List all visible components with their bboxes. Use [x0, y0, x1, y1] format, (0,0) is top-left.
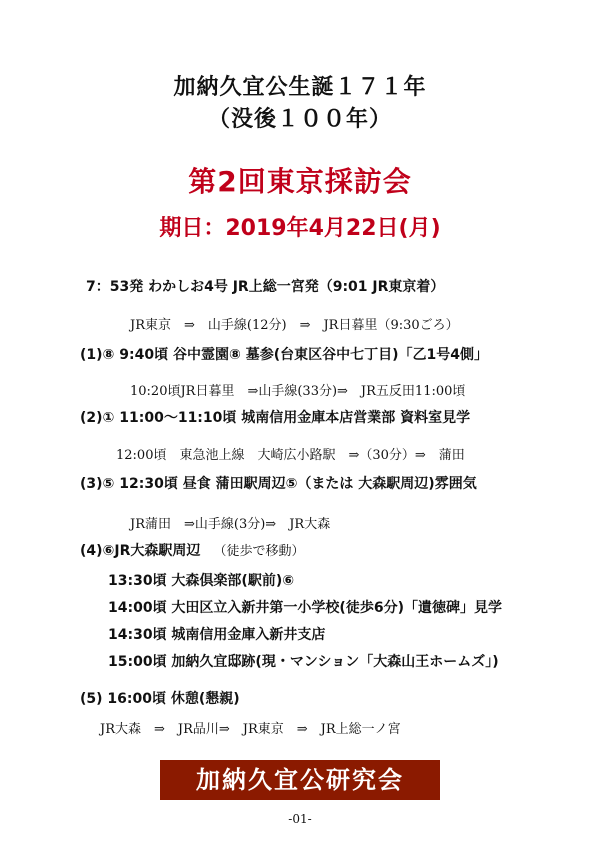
schedule-line-return: JR大森 ⇒ JR品川⇒ JR東京 ⇒ JR上総一ノ宮 — [100, 722, 401, 737]
schedule-line-transfer-2: 10:20頃JR日暮里 ⇒山手線(33分)⇒ JR五反田11:00頃 — [130, 384, 466, 399]
organization-banner: 加納久宜公研究会 — [160, 760, 440, 800]
event-date: 期日：2019年4月22日(月) — [159, 216, 441, 241]
event-anniversary-subline: （没後１００年） — [207, 107, 392, 132]
schedule-item-3: (3)⑤ 12:30頃 昼食 蒲田駅周辺⑤（または 大森駅周辺)雰囲気 — [80, 476, 477, 492]
event-title: 第2回東京採訪会 — [188, 165, 412, 198]
schedule-sub-1: 13:30頃 大森倶楽部(駅前)⑥ — [108, 573, 295, 589]
schedule-item-5: (5) 16:00頃 休憩(懇親) — [80, 691, 240, 707]
schedule-line-transfer-4: JR蒲田 ⇒山手線(3分)⇒ JR大森 — [130, 517, 331, 532]
event-anniversary-line: 加納久宜公生誕１７１年 — [173, 75, 427, 100]
schedule-item-4-title: (4)⑥JR大森駅周辺 — [80, 543, 201, 559]
schedule-item-4 — [80, 540, 305, 560]
schedule-item-4-note: （徒歩で移動） — [213, 544, 305, 559]
schedule-item-2: (2)① 11:00～11:10頃 城南信用金庫本店営業部 資料室見学 — [80, 410, 471, 426]
page-number: -01- — [288, 812, 312, 826]
schedule-line-departure: 7：53発 わかしお4号 JR上総一宮発（9:01 JR東京着） — [86, 279, 445, 295]
schedule-sub-2: 14:00頃 大田区立入新井第一小学校(徒歩6分)「遺徳碑」見学 — [108, 600, 502, 616]
schedule-sub-4: 15:00頃 加納久宜邸跡(現・マンション「大森山王ホームズ」) — [108, 654, 499, 670]
schedule-item-1: (1)⑧ 9:40頃 谷中霊園⑧ 墓参(台東区谷中七丁目)「乙1号4側」 — [80, 347, 488, 363]
schedule-line-transfer-1: JR東京 ⇒ 山手線(12分) ⇒ JR日暮里（9:30ごろ） — [130, 318, 459, 333]
schedule-sub-3: 14:30頃 城南信用金庫入新井支店 — [108, 627, 326, 643]
schedule-line-transfer-3: 12:00頃 東急池上線 大崎広小路駅 ⇒（30分）⇒ 蒲田 — [116, 448, 465, 463]
